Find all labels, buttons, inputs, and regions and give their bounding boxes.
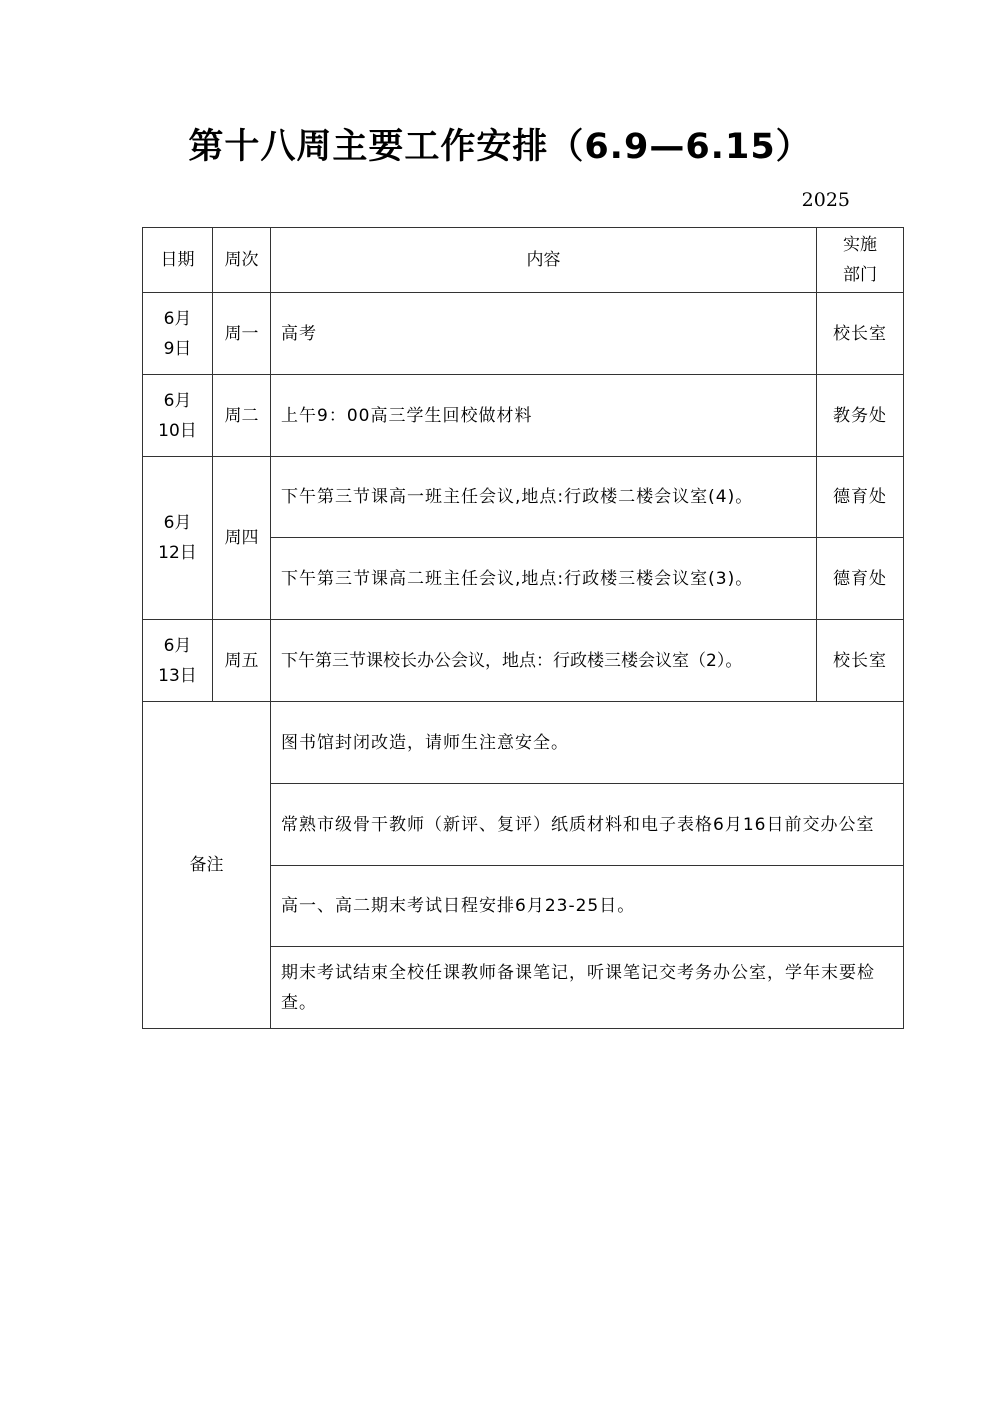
year-label: 2025 [801,189,850,211]
header-dept [817,228,904,293]
schedule-table [142,227,904,1029]
date-month: 6月 [163,308,192,329]
header-dept-line2: 部门 [843,265,877,285]
date-cell [143,620,213,702]
table-row [143,457,904,538]
date-day: 10日 [158,420,197,441]
date-month: 6月 [163,513,192,533]
weekday-cell: 周二 [213,375,271,457]
header-date: 日期 [143,228,213,293]
date-month: 6月 [163,635,192,656]
page-title: 第十八周主要工作安排（6.9—6.15） [188,127,812,167]
date-month: 6月 [163,390,192,411]
header-dept-line1: 实施 [843,235,877,255]
table-row [143,620,904,702]
dept-cell: 德育处 [817,457,904,538]
content-cell: 下午第三节课高二班主任会议,地点:行政楼三楼会议室(3)。 [271,538,817,620]
content-cell: 高考 [271,293,817,375]
content-cell: 上午9：00高三学生回校做材料 [271,375,817,457]
date-day: 9日 [163,338,192,359]
notes-row [143,702,904,784]
note-item: 常熟市级骨干教师（新评、复评）纸质材料和电子表格6月16日前交办公室 [271,784,904,866]
header-content: 内容 [271,228,817,293]
dept-cell: 教务处 [817,375,904,457]
dept-cell: 德育处 [817,538,904,620]
note-item: 高一、高二期末考试日程安排6月23-25日。 [271,866,904,947]
notes-label: 备注 [143,702,271,1029]
date-day: 12日 [158,543,197,563]
dept-cell: 校长室 [817,293,904,375]
note-item: 期末考试结束全校任课教师备课笔记，听课笔记交考务办公室，学年末要检查。 [271,947,904,1029]
table-row [143,375,904,457]
date-cell [143,375,213,457]
table-header-row [143,228,904,293]
table-row [143,293,904,375]
date-cell [143,293,213,375]
weekday-cell: 周四 [213,457,271,620]
weekday-cell: 周五 [213,620,271,702]
content-cell: 下午第三节课校长办公会议，地点：行政楼三楼会议室（2）。 [271,620,817,702]
header-weekday: 周次 [213,228,271,293]
content-cell: 下午第三节课高一班主任会议,地点:行政楼二楼会议室(4)。 [271,457,817,538]
dept-cell: 校长室 [817,620,904,702]
note-item: 图书馆封闭改造，请师生注意安全。 [271,702,904,784]
weekday-cell: 周一 [213,293,271,375]
date-day: 13日 [158,665,197,686]
date-cell [143,457,213,620]
